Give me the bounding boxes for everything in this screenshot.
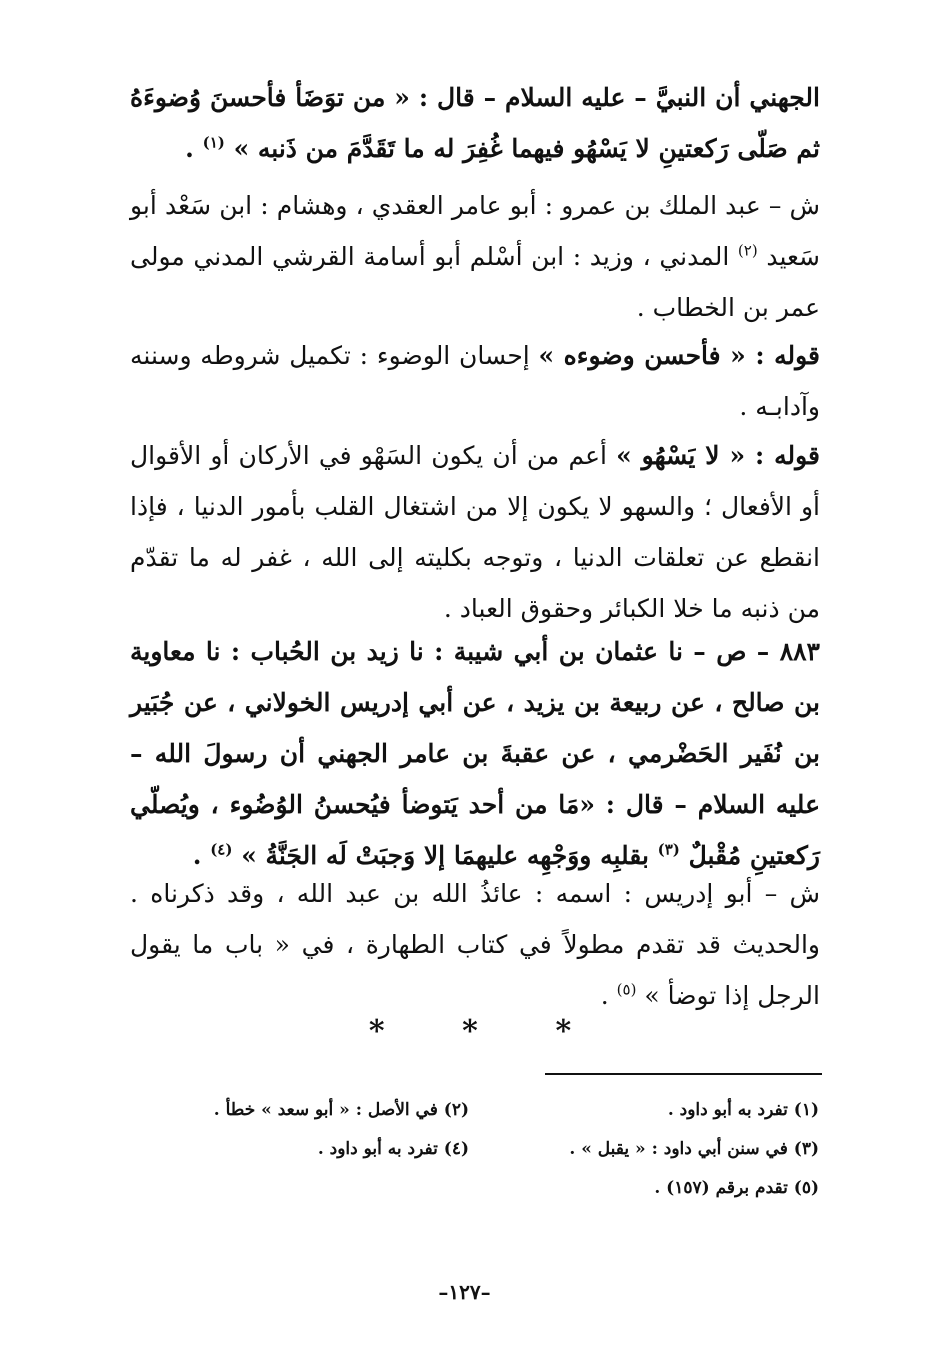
commentary-paragraph	[130, 868, 820, 1021]
footnote-ref: (٥)	[616, 980, 637, 999]
footnote-ref: (١)	[202, 133, 225, 152]
hadith-text-continued	[130, 72, 820, 174]
footnote-2: (٢) في الأصل : « أبو سعد » خطأ .	[213, 1100, 469, 1120]
paragraph-text: ش – عبد الملك بن عمرو : أبو عامر العقدي ، وهشام : ابن سَعْد أبو سَعيد	[130, 191, 821, 271]
star-ornament: *	[555, 1014, 572, 1049]
page-number: –١٢٧–	[438, 1280, 491, 1304]
paragraph-text: بقلبِه ووَجْهِه عليهمَا إلا وَجبَتْ لَه الجَنَّةُ »	[241, 841, 658, 870]
commentary-paragraph	[130, 430, 820, 634]
commentary-paragraph	[130, 330, 820, 432]
paragraph-end: .	[600, 981, 617, 1010]
footnote-3: (٣) في سنن أبي داود : « يقبل » .	[569, 1139, 819, 1159]
hadith-paragraph	[130, 626, 820, 881]
star-ornament: *	[368, 1014, 385, 1049]
paragraph-text: أعم من أن يكون السَهْو في الأركان أو الأقوال أو الأفعال ؛ والسهو لا يكون إلا من اشتغال القلب بأمور الدنيا ، فإذا انقطع عن تعلقات الدنيا ، وتوجه بكليته إلى الله ، غفر له ما تقدّم من ذنبه ما خلا الكبائر وحقوق العباد .	[130, 441, 820, 623]
footnote-1: (١) تفرد به أبو داود .	[667, 1100, 819, 1120]
footnote-divider	[545, 1073, 822, 1075]
footnote-ref: (٣)	[657, 840, 680, 859]
paragraph-text: ٨٨٣ – ص – نا عثمان بن أبي شيبة : نا زيد بن الحُباب : نا معاوية بن صالح ، عن ربيعة بن يزيد ، عن أبي إدريس الخولاني ، عن جُبَير بن نُفَير الحَضْرمي ، عن عقبةَ بن عامر الجهني أن رسولَ الله – عليه السلام – قال : «مَا من أحد يَتوضأ فيُحسنُ الوُضُوء ، ويُصلّي رَكعتينِ مُقْبلٌ	[130, 637, 820, 870]
paragraph-end: .	[185, 134, 203, 163]
paragraph-text: إحسان الوضوء : تكميل شروطه وسننه وآدابـه .	[130, 341, 820, 421]
quoted-phrase: قوله : « لا يَسْهُو »	[616, 441, 821, 470]
quoted-phrase: قوله : « فأحسن وضوءه »	[538, 341, 820, 370]
paragraph-text: المدني ، وزيد : ابن أسْلم أبو أسامة القرشي المدني مولى عمر بن الخطاب .	[130, 242, 820, 322]
footnote-ref: (٤)	[210, 840, 233, 859]
footnote-4: (٤) تفرد به أبو داود .	[317, 1139, 469, 1159]
star-ornament: *	[462, 1014, 478, 1049]
footnote-5: (٥) تقدم برقم (١٥٧) .	[654, 1178, 819, 1198]
paragraph-end: .	[192, 841, 211, 870]
section-separator	[330, 1014, 610, 1049]
paragraph-text: ش – أبو إدريس : اسمه : عائذُ الله بن عبد الله ، وقد ذكرناه . والحديث قد تقدم مطولاً في كتاب الطهارة ، في « باب ما يقول الرجل إذا توضأ »	[130, 879, 820, 1010]
commentary-paragraph	[130, 180, 820, 333]
paragraph-text: الجهني أن النبيَّ – عليه السلام – قال : « من توَضَأ فأحسنَ وُضوءَهُ ثم صَلّى رَكعتينِ لا يَسْهُو فيهما غُفِرَ له ما تَقَدَّمَ من ذَنبه »	[130, 83, 820, 163]
footnote-ref: (٢)	[737, 241, 758, 260]
